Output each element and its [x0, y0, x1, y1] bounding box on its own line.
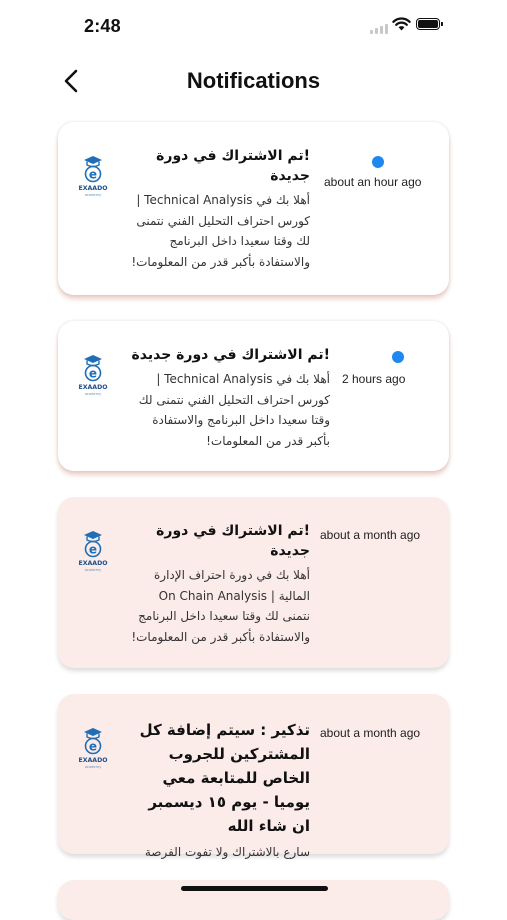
svg-text:EXAADO: EXAADO: [78, 185, 108, 192]
exaado-logo-icon: [78, 353, 108, 399]
notification-body: أهلا بك في Technical Analysis | كورس احتراف التحليل الفني نتمنى لك وقتا سعيدا داخل البرنامج والاستفادة بأكبر قدر من المعلومات!: [138, 372, 330, 448]
unread-indicator: [392, 351, 404, 363]
notification-title: تذكير : سيتم إضافة كل المشتركين للجروب الخاص للمتابعة معي يوميا - يوم ١٥ ديسمبر ان شاء الله: [139, 721, 310, 835]
notification-time: 2 hours ago: [342, 372, 406, 386]
notification-card[interactable]: [58, 694, 449, 859]
notification-text: [130, 146, 310, 272]
notification-body: أهلا بك في Technical Analysis | كورس احتراف التحليل الفني نتمنى لك وقتا سعيدا داخل البرنامج والاستفادة بأكبر قدر من المعلومات!: [131, 193, 310, 269]
svg-text:EXAADO: EXAADO: [78, 757, 108, 764]
svg-text:academy: academy: [84, 392, 102, 396]
svg-text:e: e: [88, 739, 98, 754]
notification-time: about an hour ago: [324, 175, 422, 189]
svg-text:e: e: [88, 366, 98, 381]
notification-time: about a month ago: [320, 726, 421, 740]
svg-text:academy: academy: [84, 193, 102, 197]
svg-text:e: e: [88, 167, 98, 182]
nav-bar: [0, 52, 507, 110]
battery-icon: [416, 18, 440, 30]
exaado-logo-icon: [78, 726, 108, 772]
notifications-list: [58, 122, 449, 920]
notification-card[interactable]: [58, 122, 449, 295]
svg-text:EXAADO: EXAADO: [78, 384, 108, 391]
notification-card[interactable]: [58, 321, 449, 471]
status-bar: [0, 0, 507, 52]
notification-title: !تم الاشتراك في دورة جديدة: [156, 148, 310, 184]
cellular-signal-icon: [370, 24, 390, 34]
notification-time: about a month ago: [320, 528, 421, 542]
wifi-icon: [392, 17, 411, 31]
notification-body: أهلا بك في دورة احتراف الإدارة المالية | On Chain Analysis نتمنى لك وقتا سعيدا داخل البرنامج والاستفادة بأكبر قدر من المعلومات!: [131, 568, 310, 644]
notification-body: سارع بالاشتراك ولا تفوت الفرصة: [144, 845, 310, 859]
home-indicator: [181, 886, 328, 891]
notification-text: [130, 345, 330, 451]
notification-text: [130, 521, 310, 647]
notification-text: [130, 718, 310, 863]
notification-title: !تم الاشتراك في دورة جديدة: [156, 523, 310, 559]
unread-indicator: [372, 156, 384, 168]
page-title: Notifications: [186, 68, 321, 93]
svg-text:EXAADO: EXAADO: [78, 560, 108, 567]
notification-title: !تم الاشتراك في دورة جديدة: [131, 347, 330, 363]
svg-text:e: e: [88, 542, 98, 557]
exaado-logo-icon: [78, 154, 108, 200]
svg-text:academy: academy: [84, 568, 102, 572]
exaado-logo-icon: [78, 529, 108, 575]
notification-card[interactable]: [58, 497, 449, 668]
status-time: 2:48: [84, 16, 121, 36]
svg-text:academy: academy: [84, 765, 102, 769]
